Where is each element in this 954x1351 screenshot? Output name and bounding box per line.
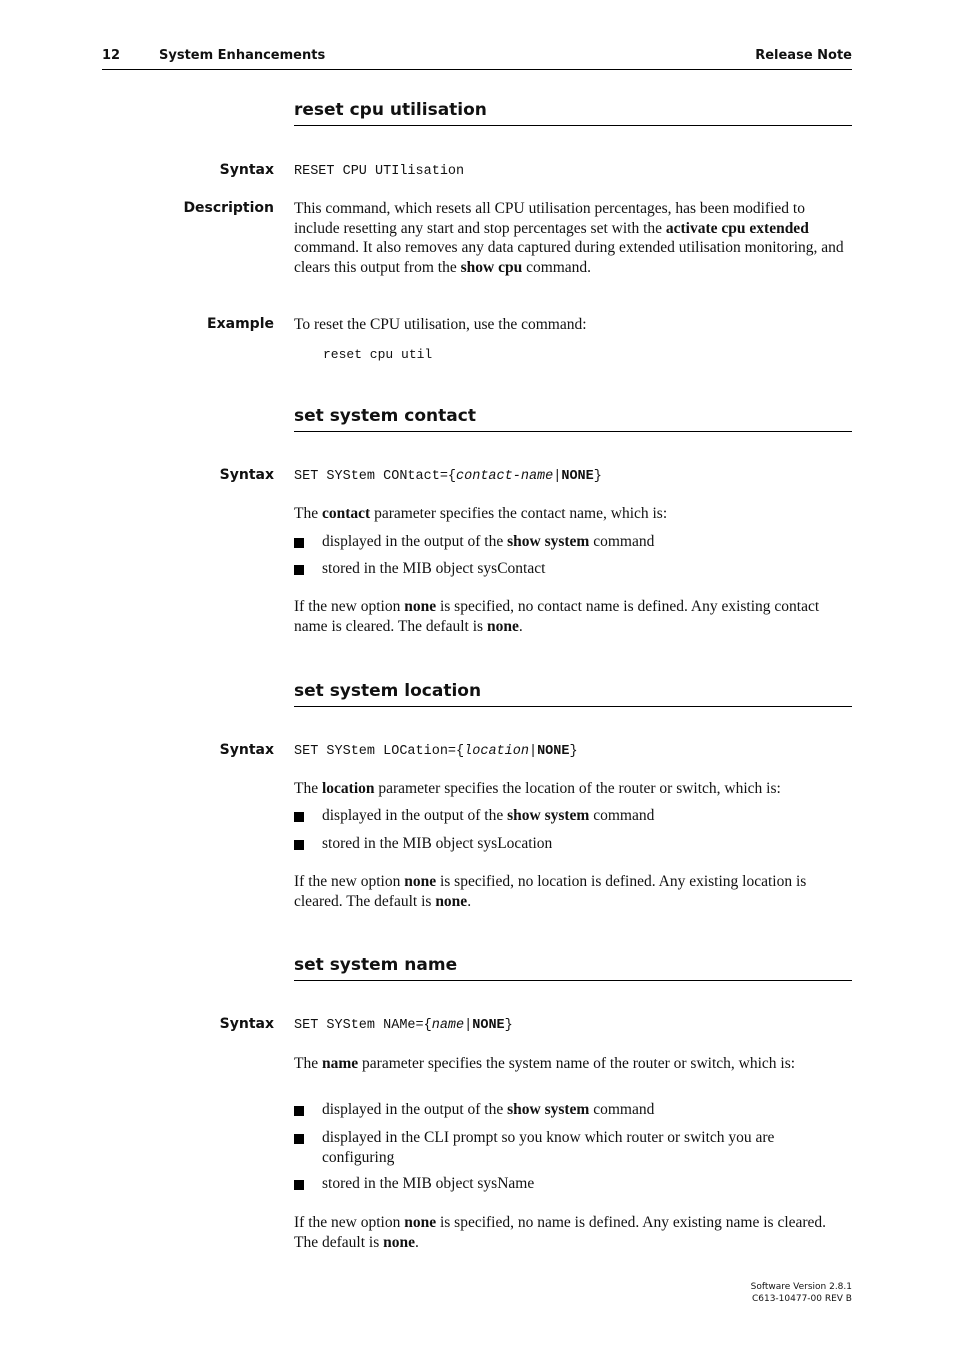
parameter-intro: The location parameter specifies the location of the router or switch, which is: <box>294 780 781 797</box>
software-version: Software Version 2.8.1 <box>750 1282 852 1292</box>
document-type: Release Note <box>755 48 852 63</box>
section-title-reset-cpu: reset cpu utilisation <box>294 99 852 126</box>
bullet-square-icon <box>294 1106 304 1116</box>
parameter-note: If the new option none is specified, no name is defined. Any existing name is cleared. The default is none. <box>294 1214 827 1251</box>
example-intro: To reset the CPU utilisation, use the command: <box>294 316 587 333</box>
parameter-note: If the new option none is specified, no location is defined. Any existing location is cleared. The default is none. <box>294 873 807 910</box>
page-number: 12 <box>102 48 121 63</box>
description-label: Description <box>183 200 274 216</box>
syntax-code: RESET CPU UTIlisation <box>294 164 465 179</box>
page-footer <box>751 1281 852 1305</box>
syntax-label: Syntax <box>219 162 274 178</box>
document-code: C613-10477-00 REV B <box>751 1294 852 1304</box>
bullet-square-icon <box>294 812 304 822</box>
section-title-name: set system name <box>294 954 852 981</box>
bullet-square-icon <box>294 1180 304 1190</box>
bullet-square-icon <box>294 1134 304 1144</box>
syntax-code: SET SYStem CONtact={contact-name|NONE} <box>294 469 602 484</box>
parameter-intro: The contact parameter specifies the contact name, which is: <box>294 505 668 522</box>
bullet-square-icon <box>294 840 304 850</box>
bullet-square-icon <box>294 565 304 575</box>
syntax-label: Syntax <box>219 467 274 483</box>
chapter-title: System Enhancements <box>159 48 326 63</box>
syntax-code: SET SYStem NAMe={name|NONE} <box>294 1018 513 1033</box>
example-code: reset cpu util <box>323 347 433 362</box>
section-title-contact: set system contact <box>294 405 852 432</box>
description-text: This command, which resets all CPU utilisation percentages, has been modified to include resetting any start and stop percentages set with the activate cpu extended command. It also removes any data captured during extended utilisation monitoring, and clears this output from the show cpu command. <box>294 200 844 276</box>
bullet-square-icon <box>294 538 304 548</box>
page-header <box>102 47 852 70</box>
parameter-note: If the new option none is specified, no contact name is defined. Any existing contact name is cleared. The default is none. <box>294 598 820 635</box>
parameter-intro: The name parameter specifies the system name of the router or switch, which is: <box>294 1055 796 1072</box>
syntax-label: Syntax <box>219 742 274 758</box>
example-label: Example <box>207 316 274 332</box>
section-title-location: set system location <box>294 680 852 707</box>
syntax-label: Syntax <box>219 1016 274 1032</box>
syntax-code: SET SYStem LOCation={location|NONE} <box>294 744 578 759</box>
